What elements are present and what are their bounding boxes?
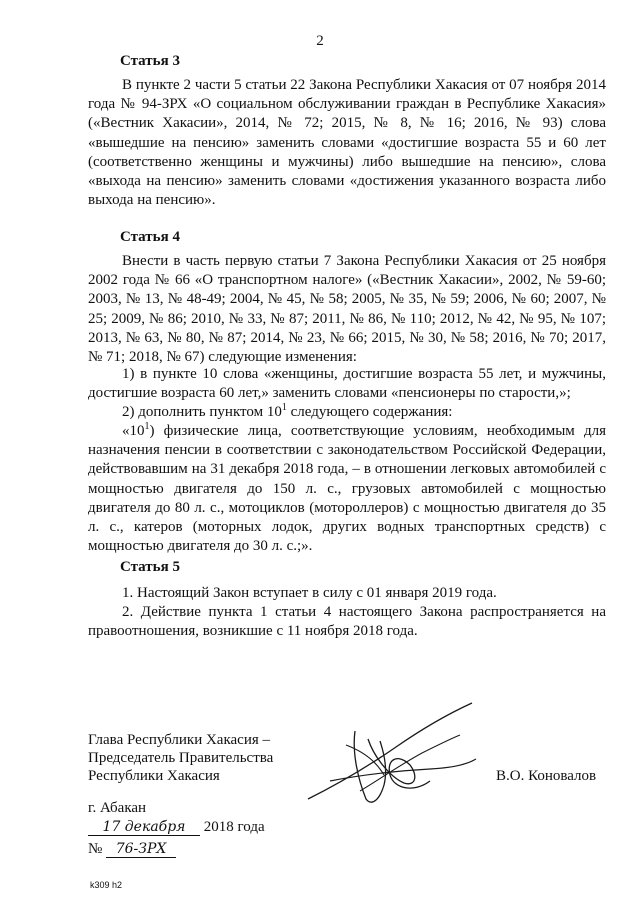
article-5-item-1: 1. Настоящий Закон вступает в силу с 01 января 2019 года.: [122, 585, 497, 601]
article-4-item-1: 1) в пункте 10 слова «женщины, достигшие возраста 55 лет, и мужчины, достигшие возраста 60 лет,» заменить словами «пенсионеры по старости,»;: [88, 366, 606, 402]
number-line: [88, 840, 176, 859]
page-number: 2: [316, 33, 324, 49]
number-sign: №: [88, 841, 103, 857]
date-year: 2018 года: [203, 819, 265, 835]
city: г. Абакан: [88, 800, 147, 816]
handwritten-date: 17 декабря: [88, 820, 200, 836]
signatory-title-line-2: Председатель Правительства: [88, 750, 274, 766]
article-5-item-2: 2. Действие пункта 1 статьи 4 настоящего Закона распространяется на правоотношения, возникшие с 11 ноября 2018 года.: [88, 604, 606, 640]
signatory-name: В.О. Коновалов: [496, 768, 597, 784]
article-5-heading: Статья 5: [120, 559, 180, 575]
article-3-text: В пункте 2 части 5 статьи 22 Закона Республики Хакасия от 07 ноября 2014 года № 94-ЗРХ «О социальном обслуживании граждан в Республике Хакасия» («Вестник Хакасии», 2014, № 72; 2015, № 8, № 16; 2016, № 93) слова «вышедшие на пенсию» заменить словами «достигшие возраста 55 и 60 лет (соответственно женщины и мужчины) либо вышедшие на пенсию», слова «выхода на пенсию» заменить словами «достижения указанного возраста либо выхода на пенсию».: [88, 77, 606, 209]
article-4-item-2: [122, 403, 606, 422]
article-4-heading: Статья 4: [120, 229, 180, 245]
item-2-superscript: 1: [281, 402, 287, 413]
quote-start: «10: [122, 423, 145, 439]
item-2-text: 2) дополнить пунктом 10: [122, 404, 282, 420]
signatory-title: [88, 731, 273, 785]
article-4-intro: Внести в часть первую статьи 7 Закона Республики Хакасия от 25 ноября 2002 года № 66 «О транспортном налоге» («Вестник Хакасии», 2002, № 59-60; 2003, № 13, № 48-49; 2004, № 45, № 58; 2005, № 35, № 59; 2006, № 60; 2007, № 25; 2009, № 86; 2010, № 33, № 87; 2011, № 86, № 110; 2012, № 42, № 95, № 107; 2013, № 63, № 80, № 87; 2014, № 23, № 66; 2015, № 30, № 58; 2016, № 70; 2017, № 71; 2018, № 67) следующие изменения:: [88, 253, 606, 366]
article-3-heading: Статья 3: [120, 53, 180, 69]
handwritten-signature: [300, 695, 490, 815]
date-line: [88, 818, 265, 837]
document-code: k309 h2: [90, 880, 123, 890]
quote-superscript: 1: [144, 421, 150, 432]
item-2-text-end: следующего содержания:: [286, 404, 453, 420]
signatory-title-line-1: Глава Республики Хакасия –: [88, 732, 271, 748]
article-4-quote: [88, 422, 606, 556]
handwritten-number: 76-ЗРХ: [106, 842, 176, 858]
signatory-title-line-3: Республики Хакасия: [88, 768, 220, 784]
quote-text: ) физические лица, соответствующие условиям, необходимым для назначения пенсии в соответствии с законодательством Российской Федерации, действовавшим на 31 декабря 2018 года, – в отношении легковых автомобилей с мощностью двигателя до 150 л. с., грузовых автомобилей с мощностью двигателя до 80 л. с., мотоциклов (мотороллеров) с мощностью двигателя до 35 л. с., катеров (моторных лодок, других водных транспортных средств) с мощностью двигателя до 30 л. с.;».: [88, 423, 606, 555]
